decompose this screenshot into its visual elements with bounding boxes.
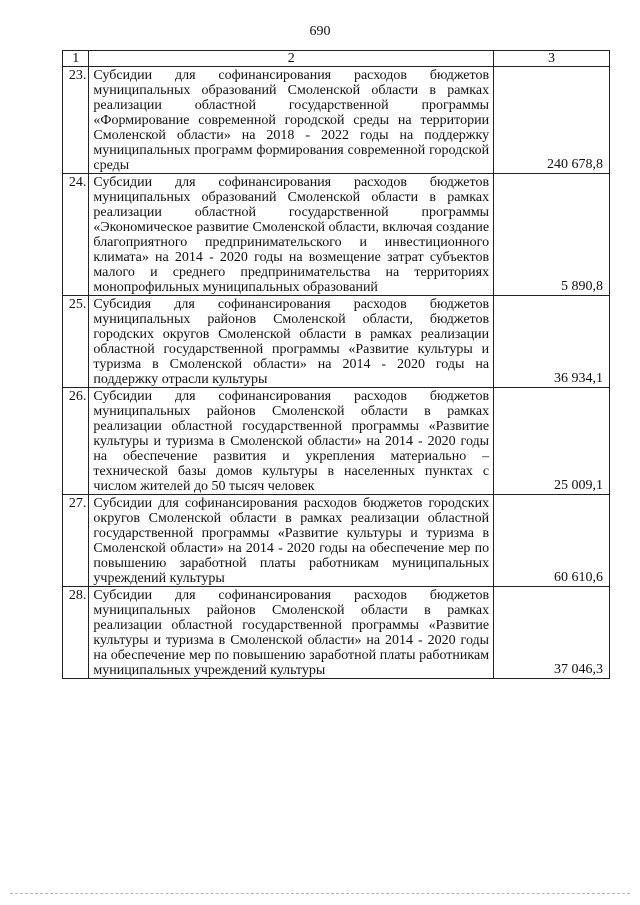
- row-description: Субсидии для софинансирования расходов бюджетов городских округов Смоленской области в рамках реализации областной государственной программы «Развитие культуры и туризма в Смоленской области» на 2014 - 2020 годы на обеспечение мер по повышению заработной платы работникам муниципальных учреждений культуры: [89, 495, 494, 587]
- table-row: [63, 587, 610, 679]
- row-amount: 60 610,6: [494, 495, 610, 587]
- page-number: 690: [309, 24, 331, 39]
- column-header-description: 2: [89, 51, 494, 67]
- row-amount: 36 934,1: [494, 296, 610, 388]
- row-description: Субсидия для софинансирования расходов бюджетов муниципальных районов Смоленской области, бюджетов городских округов Смоленской области в рамках реализации областной государственной программы «Развитие культуры и туризма в Смоленской области» на 2014 - 2020 годы на поддержку отрасли культуры: [89, 296, 494, 388]
- row-description: Субсидии для софинансирования расходов бюджетов муниципальных районов Смоленской области в рамках реализации областной государственной программы «Развитие культуры и туризма в Смоленской области» на 2014 - 2020 годы на обеспечение мер по повышению заработной платы работникам муниципальных учреждений культуры: [89, 587, 494, 679]
- table-row: [63, 388, 610, 495]
- row-number: 24.: [63, 174, 89, 296]
- table-row: [63, 495, 610, 587]
- subsidies-table: [62, 50, 610, 679]
- row-number: 26.: [63, 388, 89, 495]
- row-amount: 37 046,3: [494, 587, 610, 679]
- column-header-amount: 3: [494, 51, 610, 67]
- row-description: Субсидии для софинансирования расходов бюджетов муниципальных образований Смоленской области в рамках реализации областной государственной программы «Формирование современной городской среды на территории Смоленской области» на 2018 - 2022 годы на поддержку муниципальных программ формирования современной городской среды: [89, 67, 494, 174]
- row-number: 23.: [63, 67, 89, 174]
- row-number: 25.: [63, 296, 89, 388]
- table-row: [63, 67, 610, 174]
- column-header-number: 1: [63, 51, 89, 67]
- page-bottom-rule: [10, 893, 630, 894]
- row-amount: 240 678,8: [494, 67, 610, 174]
- table-header-row: [63, 51, 610, 67]
- row-amount: 5 890,8: [494, 174, 610, 296]
- row-amount: 25 009,1: [494, 388, 610, 495]
- row-number: 27.: [63, 495, 89, 587]
- row-description: Субсидии для софинансирования расходов бюджетов муниципальных образований Смоленской области в рамках реализации областной государственной программы «Экономическое развитие Смоленской области, включая создание благоприятного предпринимательского и инвестиционного климата» на 2014 - 2020 годы на возмещение затрат субъектов малого и среднего предпринимательства на территориях монопрофильных муниципальных образований: [89, 174, 494, 296]
- row-number: 28.: [63, 587, 89, 679]
- table-row: [63, 296, 610, 388]
- row-description: Субсидии для софинансирования расходов бюджетов муниципальных районов Смоленской области в рамках реализации областной государственной программы «Развитие культуры и туризма в Смоленской области» на 2014 - 2020 годы на обеспечение развития и укрепления материально – технической базы домов культуры в населенных пунктах с числом жителей до 50 тысяч человек: [89, 388, 494, 495]
- table-row: [63, 174, 610, 296]
